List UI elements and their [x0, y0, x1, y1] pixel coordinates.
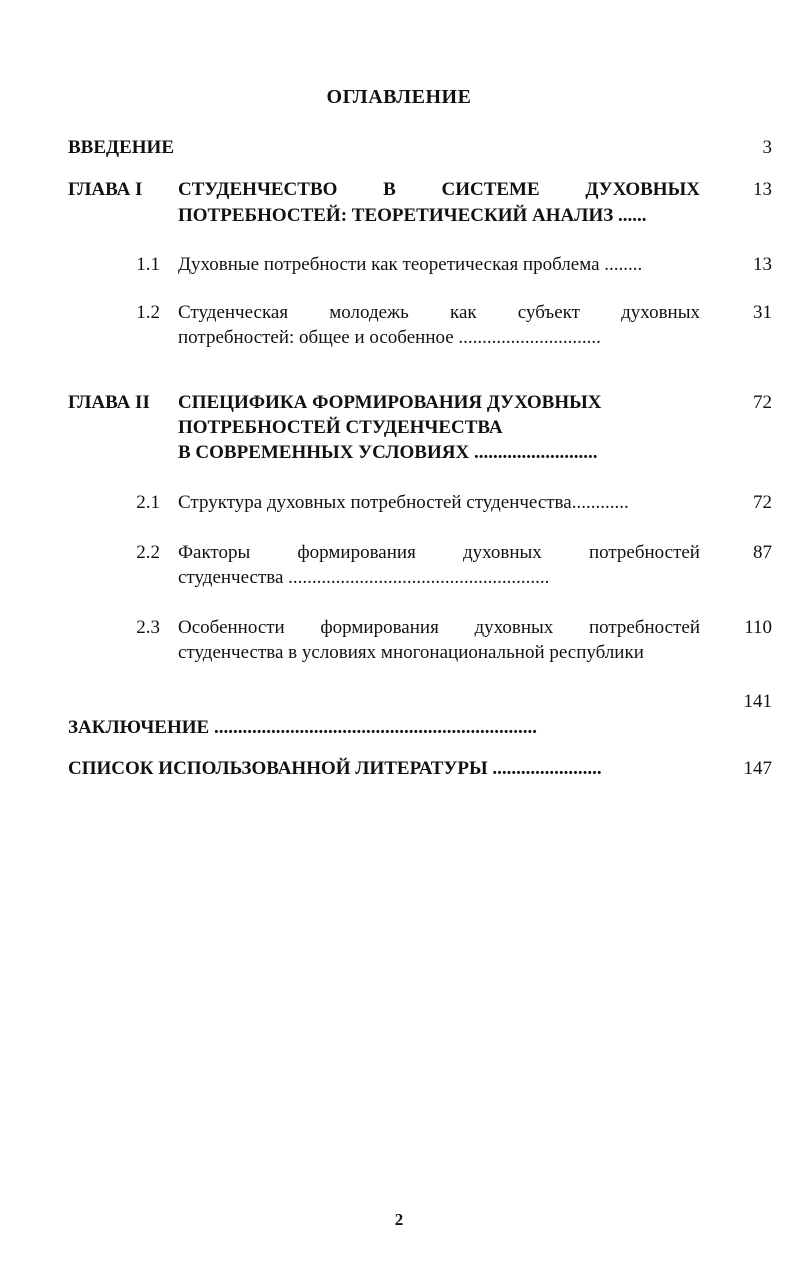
toc-section-number: 2.1 [136, 492, 160, 513]
toc-intro-page: 3 [762, 137, 772, 158]
toc-word: Факторы [178, 542, 251, 563]
toc-word: духовных [474, 617, 554, 638]
toc-chapter2-page: 72 [753, 392, 772, 413]
toc-chapter1-page: 13 [753, 179, 772, 200]
toc-conclusion-label: ЗАКЛЮЧЕНИЕ .................................................................... [68, 717, 537, 738]
toc-chapter2-label: ГЛАВА II [68, 392, 150, 413]
toc-section-title-line2: потребностей: общее и особенное .............................. [178, 327, 601, 348]
toc-chapter2-title-line1: СПЕЦИФИКА ФОРМИРОВАНИЯ ДУХОВНЫХ [178, 392, 602, 413]
page-number: 2 [394, 1210, 404, 1229]
toc-word: СИСТЕМЕ [441, 179, 540, 200]
toc-word: молодежь [329, 302, 409, 323]
toc-bibliography-label: СПИСОК ИСПОЛЬЗОВАННОЙ ЛИТЕРАТУРЫ ....................... [68, 758, 602, 779]
toc-word: потребностей [588, 542, 700, 563]
toc-chapter2-title-line2: ПОТРЕБНОСТЕЙ СТУДЕНЧЕСТВА [178, 417, 503, 438]
toc-section-page: 87 [753, 542, 772, 563]
toc-bibliography-page: 147 [743, 758, 772, 779]
toc-word: потребностей [588, 617, 700, 638]
toc-word: Студенческая [178, 302, 289, 323]
toc-word: СТУДЕНЧЕСТВО [178, 179, 338, 200]
toc-intro-label: ВВЕДЕНИЕ [68, 137, 174, 158]
toc-word: духовных [462, 542, 542, 563]
toc-section-title: Духовные потребности как теоретическая проблема ........ [178, 254, 643, 275]
toc-section-title-line1 [178, 301, 700, 325]
toc-word: как [450, 302, 477, 323]
toc-section-title: Структура духовных потребностей студенчества............ [178, 492, 629, 513]
toc-section-title-line2: студенчества в условиях многонациональной республики [178, 642, 644, 663]
toc-word: формирования [320, 617, 439, 638]
toc-section-page: 72 [753, 492, 772, 513]
toc-chapter1-label: ГЛАВА I [68, 179, 143, 200]
toc-section-number: 1.2 [136, 302, 160, 323]
toc-section-number: 1.1 [136, 254, 160, 275]
toc-section-number: 2.2 [136, 542, 160, 563]
toc-word: В [383, 179, 396, 200]
toc-section-title-line2: студенчества ....................................................... [178, 567, 550, 588]
toc-word: субъект [517, 302, 580, 323]
toc-section-number: 2.3 [136, 617, 160, 638]
toc-chapter2-title-line3: В СОВРЕМЕННЫХ УСЛОВИЯХ .......................... [178, 442, 598, 463]
toc-section-page: 13 [753, 254, 772, 275]
toc-chapter1-title-line1 [178, 178, 700, 202]
toc-section-title-line1 [178, 541, 700, 565]
toc-conclusion-page: 141 [743, 691, 772, 712]
toc-title: ОГЛАВЛЕНИЕ [326, 86, 472, 108]
toc-section-page: 110 [744, 617, 772, 638]
toc-word: ДУХОВНЫХ [585, 179, 700, 200]
toc-chapter1-title-line2: ПОТРЕБНОСТЕЙ: ТЕОРЕТИЧЕСКИЙ АНАЛИЗ ...... [178, 205, 647, 226]
toc-word: Особенности [178, 617, 285, 638]
toc-word: духовных [621, 302, 700, 323]
toc-section-title-line1 [178, 616, 700, 640]
toc-section-page: 31 [753, 302, 772, 323]
toc-word: формирования [297, 542, 416, 563]
